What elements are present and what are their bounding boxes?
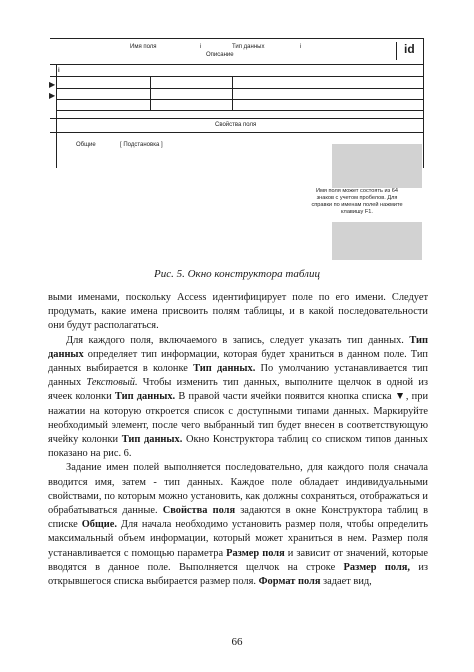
text-run: Для начала необходимо установить размер поля, чтобы определить максимальный объем информации, который может храниться в нем. Размер поля устанавливается с помощью параметра <box>48 519 429 559</box>
grid-row-line <box>56 110 424 111</box>
bold-term: Формат поля <box>258 576 321 588</box>
text-run: и зависит от значений, которые вводятся в данное поле. Выполняется щелчок на строке <box>48 547 428 573</box>
grid-header-line <box>50 64 424 65</box>
column-header-data-type: Тип данных <box>232 44 265 50</box>
paragraph <box>48 334 428 462</box>
row-pointer-icon: ▶ <box>49 91 56 100</box>
body-text <box>48 291 428 589</box>
figure-caption: Рис. 5. Окно конструктора таблиц <box>154 268 320 280</box>
grid-row-line <box>50 76 424 77</box>
text-run: Окно Конструктора таблиц со списком типов данных показано на рис. 6. <box>48 434 428 460</box>
bold-term: Тип данных. <box>121 434 183 446</box>
bold-term: Тип данных. <box>114 391 176 403</box>
bold-term: Размер поля <box>226 547 285 559</box>
figure-top-border <box>50 38 424 39</box>
properties-panel <box>332 144 422 188</box>
text-run: определяет тип информации, которая будет храниться в данном поле. Тип данных выбирается в колонке <box>48 348 428 375</box>
column-header-field-name: Имя поля <box>130 44 157 50</box>
bold-term: Размер поля, <box>343 561 410 573</box>
text-run: из открывшегося списка выбирается размер поля. <box>48 561 428 588</box>
column-marker: i <box>200 44 202 50</box>
current-row-marker: i <box>58 68 60 74</box>
tab-general[interactable]: Общие <box>76 142 96 148</box>
text-run: Задание имен полей выполняется последовательно, для каждого поля сначала вводится имя, затем - тип данных. Каждое поле обладает индивидуальными свойствами, по которым можно установить, как должны сохраняться, отображаться и обрабатываться данные. <box>48 462 428 517</box>
bold-term: Тип данных <box>48 334 428 360</box>
grid-column-divider <box>150 76 151 110</box>
figure-right-border <box>423 38 424 168</box>
text-run: задает вид, <box>320 576 372 588</box>
properties-top-line <box>50 118 424 119</box>
text-run: Чтобы изменить тип данных, выполните щелчок в одной из ячеек колонки <box>48 377 428 403</box>
page-number: 66 <box>231 636 243 648</box>
text-run: задаются в окне Конструктора таблиц в списке <box>48 505 429 531</box>
column-header-description: Описание <box>206 52 234 58</box>
grid-row-line <box>56 88 424 89</box>
bold-term: Общие. <box>81 519 117 531</box>
grid-column-divider <box>232 76 233 110</box>
help-hint-text: Имя поля может состоять из 64 знаков с учетом пробелов. Для справки по именам полей нажмите клавишу F1. <box>311 188 403 215</box>
id-divider <box>396 42 397 60</box>
grid-row-line <box>56 99 424 100</box>
id-label: id <box>404 42 415 56</box>
properties-bottom-line <box>50 132 424 133</box>
text-run: Для каждого поля, включаемого в запись, следует указать тип данных. <box>66 334 410 346</box>
help-panel <box>332 222 422 260</box>
paragraph <box>48 291 428 334</box>
bold-term: Свойства поля <box>162 505 236 517</box>
tab-lookup[interactable]: [ Подстановка ] <box>120 142 163 148</box>
column-marker: i <box>300 44 302 50</box>
table-designer-figure <box>50 38 424 260</box>
row-selector-border <box>56 64 57 168</box>
text-run: В правой части ячейки появится кнопка списка ▼, при нажатии на которую откроется список с доступными типами данных. Маркируйте необходимый элемент, после чего выбранный тип будет внесен в соответствующую ячейку колонки <box>48 391 429 446</box>
paragraph <box>48 461 428 589</box>
row-pointer-icon: ▶ <box>49 80 56 89</box>
text-run: выми именами, поскольку Access идентифицирует поле по его имени. Следует продумать, какие имена присвоить полям таблицы, и в какой последовательности они будут располагаться. <box>48 292 428 332</box>
bold-term: Тип данных. <box>193 363 256 375</box>
italic-term: Текстовый. <box>86 377 138 389</box>
text-run: По умолчанию устанавливается тип данных <box>48 363 428 389</box>
field-properties-label: Свойства поля <box>215 122 257 128</box>
